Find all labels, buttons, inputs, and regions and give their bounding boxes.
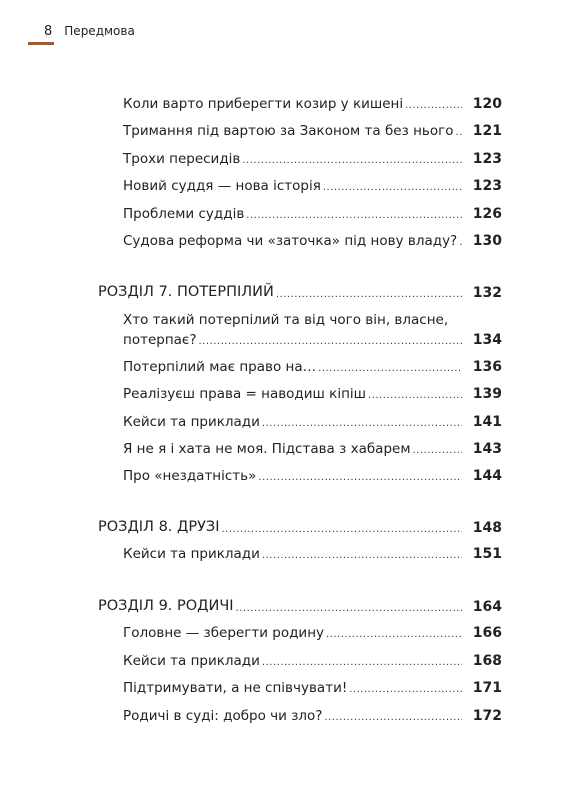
toc-entry[interactable]: Реалізуєш права = наводиш кіпіш ..... 139 bbox=[123, 387, 502, 401]
running-title: Передмова bbox=[64, 24, 135, 38]
page-number: 8 bbox=[44, 24, 53, 39]
leader-dots bbox=[323, 183, 462, 193]
toc-entry[interactable]: Головне — зберегти родину ..... 166 bbox=[123, 626, 502, 640]
leader-dots bbox=[246, 211, 462, 221]
leader-dots bbox=[262, 551, 462, 561]
toc-entry[interactable]: Судова реформа чи «заточка» під нову владу? ..... 130 bbox=[123, 234, 502, 248]
toc-entry[interactable]: Кейси та приклади ..... 168 bbox=[123, 654, 502, 668]
leader-dots bbox=[405, 101, 462, 111]
toc-entry[interactable]: Підтримувати, а не співчувати! ..... 171 bbox=[123, 681, 502, 695]
leader-dots bbox=[199, 337, 463, 347]
toc-entry[interactable]: Я не я і хата не моя. Підстава з хабарем ..... 143 bbox=[123, 442, 502, 456]
leader-dots bbox=[455, 128, 462, 138]
leader-dots bbox=[413, 446, 462, 456]
leader-dots bbox=[242, 156, 462, 166]
leader-dots bbox=[326, 630, 462, 640]
leader-dots bbox=[262, 658, 462, 668]
toc-entry[interactable]: Потерпілий має право на… ..... 136 bbox=[123, 360, 502, 374]
leader-dots bbox=[318, 364, 462, 374]
leader-dots bbox=[222, 525, 463, 535]
header-accent-rule bbox=[28, 42, 54, 45]
leader-dots bbox=[262, 419, 462, 429]
leader-dots bbox=[236, 604, 462, 614]
toc-entry[interactable]: Коли варто приберегти козир у кишені ..... 120 bbox=[123, 97, 502, 111]
toc-chapter-9[interactable]: РОЗДІЛ 9. РОДИЧІ ..... 164 bbox=[98, 599, 502, 614]
leader-dots bbox=[324, 713, 462, 723]
running-header bbox=[28, 24, 135, 39]
toc-entry[interactable]: Тримання під вартою за Законом та без нього ..... 121 bbox=[123, 124, 502, 138]
leader-dots bbox=[258, 473, 462, 483]
leader-dots bbox=[459, 238, 462, 248]
toc-entry[interactable]: Кейси та приклади ..... 151 bbox=[123, 547, 502, 561]
toc-entry[interactable]: Родичі в суді: добро чи зло? ..... 172 bbox=[123, 709, 502, 723]
toc-entry[interactable]: Новий суддя — нова історія ..... 123 bbox=[123, 179, 502, 193]
toc-chapter-8[interactable]: РОЗДІЛ 8. ДРУЗІ ..... 148 bbox=[98, 520, 502, 535]
toc-chapter-7[interactable]: РОЗДІЛ 7. ПОТЕРПІЛИЙ ..... 132 bbox=[98, 285, 502, 300]
leader-dots bbox=[368, 391, 462, 401]
toc-entry[interactable]: Проблеми суддів ..... 126 bbox=[123, 207, 502, 221]
toc-entry[interactable]: Трохи пересидів ..... 123 bbox=[123, 152, 502, 166]
leader-dots bbox=[349, 685, 462, 695]
toc-entry[interactable]: потерпає? ..... 134 bbox=[123, 333, 502, 347]
toc-entry[interactable]: Про «нездатність» ..... 144 bbox=[123, 469, 502, 483]
leader-dots bbox=[276, 290, 462, 300]
toc-entry[interactable]: Кейси та приклади ..... 141 bbox=[123, 415, 502, 429]
toc-entry-line1[interactable]: Хто такий потерпілий та від чого він, власне, bbox=[123, 312, 449, 328]
